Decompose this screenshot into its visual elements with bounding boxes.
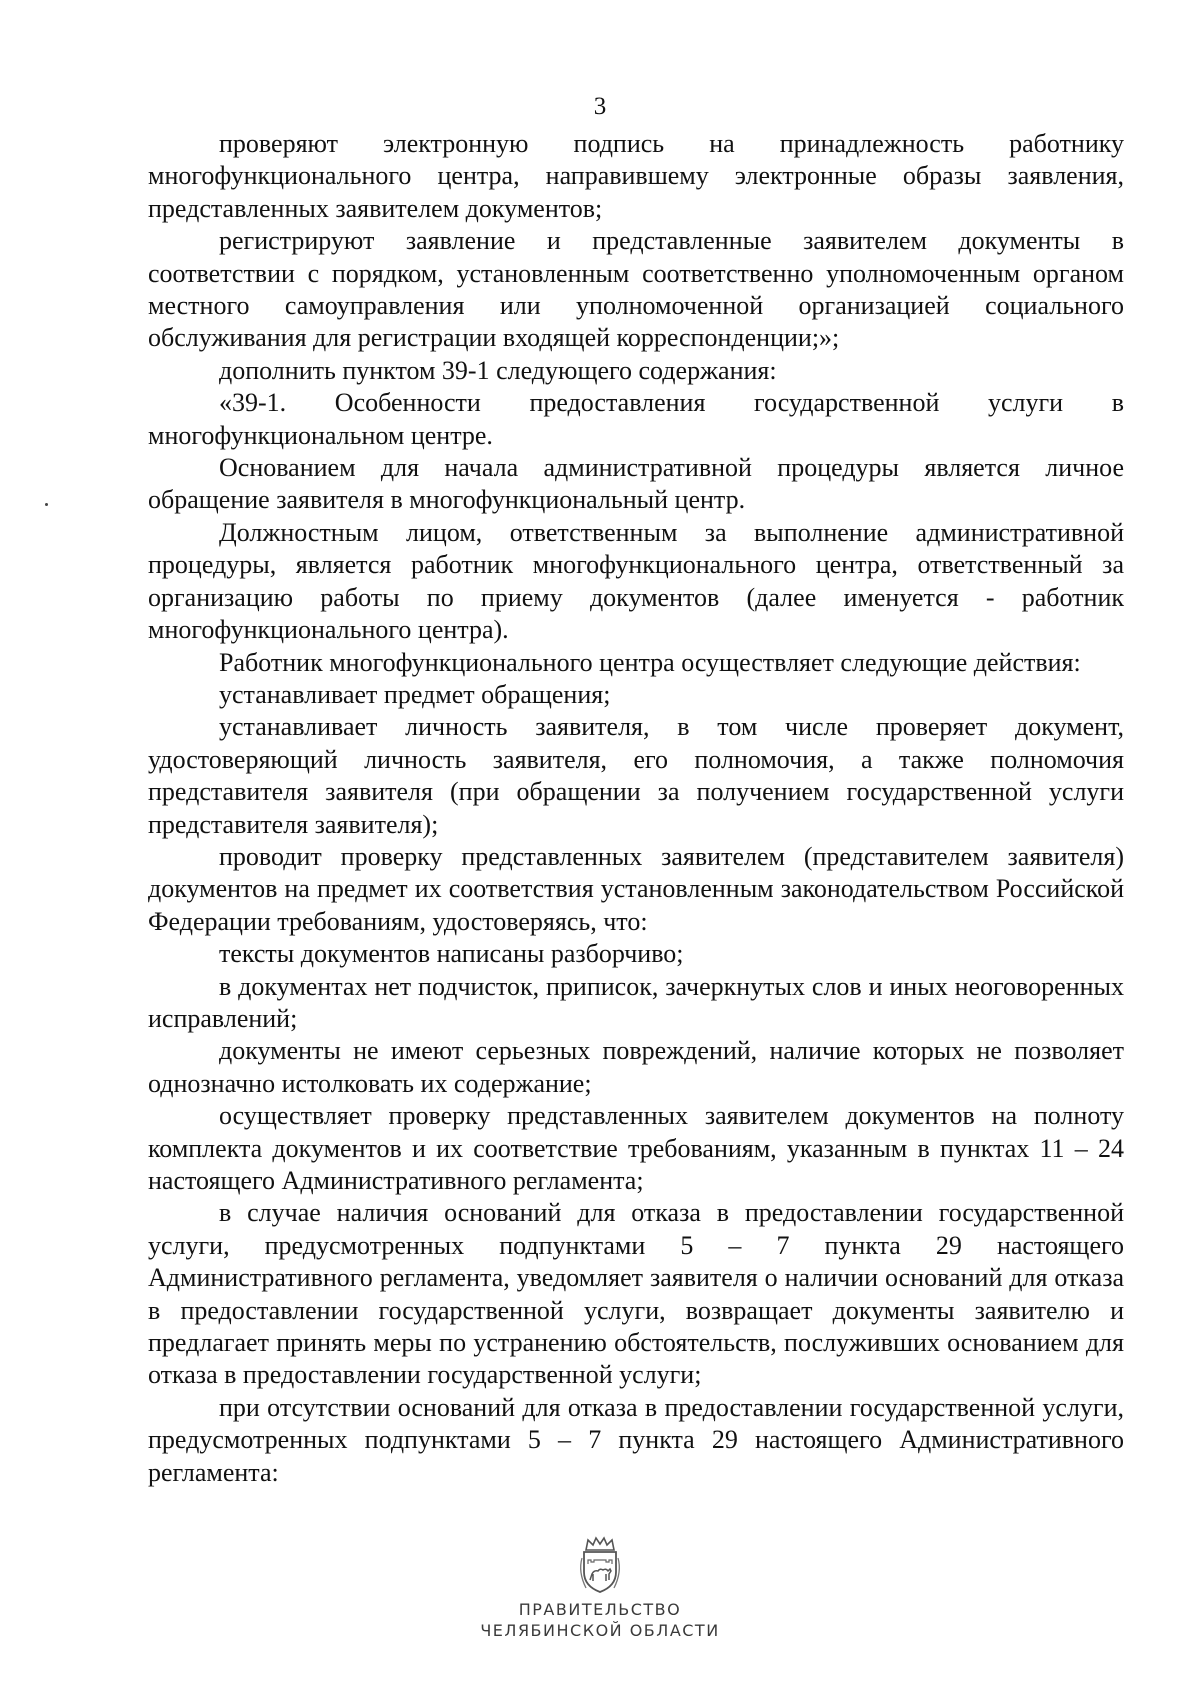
paragraph-13: документы не имеют серьезных повреждений, наличие которых не позволяет однозначно истолковать их содержание; xyxy=(148,1036,1124,1098)
scan-speck xyxy=(45,503,48,506)
document-body xyxy=(148,128,1124,1489)
paragraph-5: Основанием для начала административной процедуры является личное обращение заявителя в многофункциональный центр. xyxy=(148,453,1124,515)
paragraph-3: дополнить пунктом 39-1 следующего содержания: xyxy=(219,355,777,385)
paragraph-9: устанавливает личность заявителя, в том числе проверяет документ, удостоверяющий личность заявителя, его полномочия, а также полномочия представителя заявителя (при обращении за получением государственной услуги представителя заявителя); xyxy=(148,712,1124,839)
paragraph-10: проводит проверку представленных заявителем (представителем заявителя) документов на предмет их соответствия установленным законодательством Российской Федерации требованиям, удостоверяясь, что: xyxy=(148,841,1124,936)
paragraph-14: осуществляет проверку представленных заявителем документов на полноту комплекта документов и их соответствие требованиям, указанным в пунктах 11 – 24 настоящего Административного регламента; xyxy=(148,1101,1124,1195)
paragraph-16: при отсутствии оснований для отказа в предоставлении государственной услуги, предусмотренных подпунктами 5 – 7 пункта 29 настоящего Административного регламента: xyxy=(148,1392,1124,1487)
paragraph-12: в документах нет подчисток, приписок, зачеркнутых слов и иных неоговоренных исправлений; xyxy=(148,971,1124,1033)
paragraph-2: регистрируют заявление и представленные заявителем документы в соответствии с порядком, установленным соответственно уполномоченным органом местного самоуправления или уполномоченной организацией социального обслуживания для регистрации входящей корреспонденции;»; xyxy=(148,226,1124,353)
page-number: 3 xyxy=(593,93,607,120)
paragraph-11: тексты документов написаны разборчиво; xyxy=(219,939,684,969)
issuer-line-2: ЧЕЛЯБИНСКОЙ ОБЛАСТИ xyxy=(480,1621,720,1640)
chelyabinsk-coat-of-arms-icon xyxy=(576,1536,624,1594)
paragraph-7: Работник многофункционального центра осуществляет следующие действия: xyxy=(219,647,1081,677)
paragraph-8: устанавливает предмет обращения; xyxy=(219,679,611,709)
issuer-line-1: ПРАВИТЕЛЬСТВО xyxy=(518,1600,682,1619)
paragraph-1: проверяют электронную подпись на принадлежность работнику многофункционального центра, направившему электронные образы заявления, представленных заявителем документов; xyxy=(148,129,1124,223)
paragraph-15: в случае наличия оснований для отказа в предоставлении государственной услуги, предусмотренных подпунктами 5 – 7 пункта 29 настоящего Административного регламента, уведомляет заявителя о наличии оснований для отказа в предоставлении государственной услуги, возвращает документы заявителю и предлагает принять меры по устранению обстоятельств, послуживших основанием для отказа в предоставлении государственной услуги; xyxy=(148,1198,1124,1390)
paragraph-4: «39-1. Особенности предоставления государственной услуги в многофункциональном центре. xyxy=(148,388,1124,450)
paragraph-6: Должностным лицом, ответственным за выполнение административной процедуры, является работник многофункционального центра, ответственный за организацию работы по приему документов (далее именуется - работник многофункционального центра). xyxy=(148,517,1124,645)
